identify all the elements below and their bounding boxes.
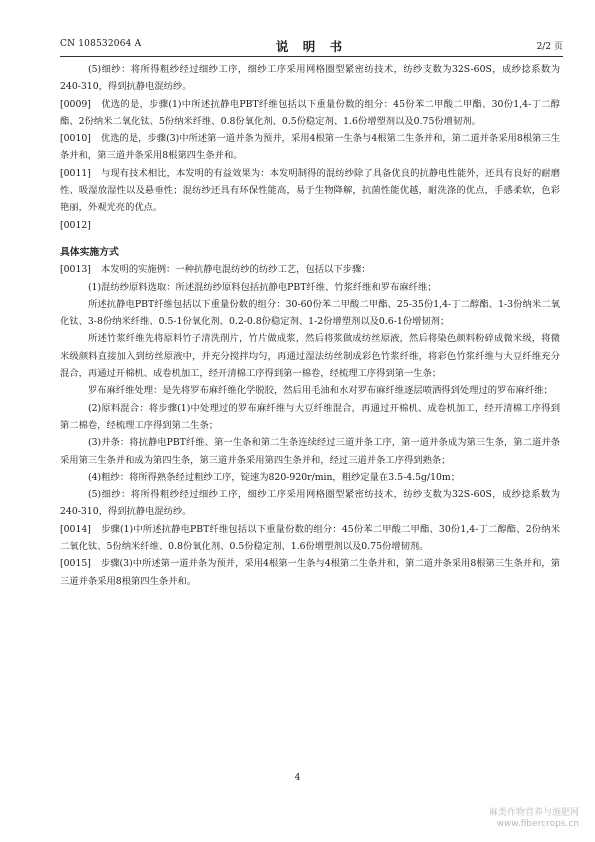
paragraph-text: 所述抗静电PBT纤维包括以下重量份数的组分：30-60份苯二甲酸二甲酯、25-35份1,4-丁二醇酯、1-3份纳米二氧化钛、3-8份纳米纤维、0.5-1份氧化剂、0.2-0.8份稳定剂、1-2份增塑剂以及0.6-1份增韧剂； [60, 298, 560, 328]
paragraph [60, 400, 560, 435]
paragraph-block-1 [60, 61, 560, 234]
paragraph [60, 521, 560, 556]
site-watermark [451, 808, 579, 830]
paragraph [60, 130, 560, 165]
paragraph [60, 486, 560, 521]
paragraph-text: 优选的是，步骤(3)中所述第一道并条为预并，采用4根第一生条与4根第二生条并和，第二道并条采用8根第三生条并和，第三道并条采用8根第四生条并和。 [60, 133, 560, 162]
paragraph-number: [0011] [60, 167, 91, 179]
paragraph [60, 261, 560, 278]
paragraph [60, 469, 560, 486]
watermark-line-1: 麻类作物营养与施肥网 [488, 808, 579, 818]
paragraph-number: [0012] [60, 219, 91, 231]
paragraph-text: (1)混纺纱原料选取：所述混纺纱原料包括抗静电PBT纤维、竹浆纤维和罗布麻纤维； [88, 281, 437, 293]
paragraph-number: [0014] [60, 523, 91, 535]
page-number: 4 [294, 773, 301, 783]
paragraph-text: 罗布麻纤维处理：是先将罗布麻纤维化学脱胶，然后用毛油和水对罗布麻纤维逐层喷洒得到处理过的罗布麻纤维； [88, 385, 553, 397]
paragraph [60, 61, 560, 96]
paragraph-text: 与现有技术相比，本发明的有益效果为：本发明制得的混纺纱除了具备优良的抗静电性能外，还具有良好的耐磨性、吸湿放湿性以及悬垂性；混纺纱还具有环保性能高，易于生物降解，抗菌性能优越，耐洗涤的优点，手感柔软，色彩艳丽，外观光亮的优点。 [60, 167, 560, 214]
paragraph-text: (3)并条：将抗静电PBT纤维、第一生条和第二生条连续经过三道并条工序，第一道并条成为第三生条，第二道并条采用第三生条并和成为第四生条，第三道并条采用第四生条并和，经过三道并条工序得到熟条； [60, 437, 560, 466]
paragraph-block-2 [60, 261, 560, 590]
paragraph [60, 555, 560, 590]
section-title: 具体实施方式 [60, 246, 119, 258]
paragraph-text: (5)细纱：将所得粗纱经过细纱工序，细纱工序采用网格圈型紧密纺技术，纺纱支数为32S-60S，成纱捻系数为240-310，得到抗静电混纺纱。 [60, 64, 560, 93]
paragraph-text: 步骤(1)中所述抗静电PBT纤维包括以下重量份数的组分：45份苯二甲酸二甲酯、30份1,4-丁二醇酯、2份纳米二氧化钛、5份纳米纤维、0.8份氧化剂、0.5份稳定剂、1.6份增塑剂以及0.75份增韧剂。 [60, 523, 560, 553]
paragraph-text: 步骤(3)中所述第一道并条为预并，采用4根第一生条与4根第二生条并和，第二道并条采用8根第三生条并和，第三道并条采用8根第四生条并和。 [60, 558, 560, 587]
paragraph-text: (2)原料混合：将步骤(1)中处理过的罗布麻纤维与大豆纤维混合，再通过开棉机、成卷机加工，经开清棉工序得到第二棉卷，经梳理工序得到第二生条； [60, 402, 560, 431]
paragraph [60, 96, 560, 131]
publication-number: CN 108532064 A [60, 39, 142, 49]
paragraph [60, 165, 560, 217]
paragraph [60, 434, 560, 469]
paragraph [60, 330, 560, 382]
paragraph [60, 382, 560, 399]
paragraph-number: [0009] [60, 98, 91, 110]
paragraph-number: [0010] [60, 133, 91, 145]
paragraph-number: [0015] [60, 558, 91, 570]
paragraph-text: 优选的是，步骤(1)中所述抗静电PBT纤维包括以下重量份数的组分：45份苯二甲酸二甲酯、30份1,4-丁二醇酯、2份纳米二氧化钛、5份纳米纤维、0.8份氧化剂、0.5份稳定剂、1.6份增塑剂以及0.75份增韧剂。 [60, 98, 560, 127]
paragraph-text: (5)细纱：将所得粗纱经过细纱工序，细纱工序采用网格圈型紧密纺技术，纺纱支数为32S-60S，成纱捻系数为240-310，得到抗静电混纺纱。 [60, 489, 560, 518]
paragraph-text: 本发明的实施例：一种抗静电混纺纱的纺纱工艺，包括以下步骤： [100, 264, 371, 276]
page-indicator: 2/2 页 [536, 42, 563, 52]
document-title: 说 明 书 [275, 39, 348, 54]
paragraph [60, 296, 560, 331]
paragraph-number: [0013] [60, 264, 91, 276]
page-header [60, 37, 563, 53]
header-rule [60, 56, 563, 57]
document-body [60, 61, 560, 590]
watermark-line-2: www.fibercrops.cn [496, 819, 579, 829]
paragraph [60, 279, 560, 296]
paragraph-text: 所述竹浆纤维先将原料竹子清洗削片，竹片做成浆，然后将浆做成纺丝原液，然后将染色颜料粉碎成微米级，将微米级颜料直接加入到纺丝原液中，并充分搅拌均匀，再通过湿法纺丝制成彩色竹浆纤维，将彩色竹浆纤维与大豆纤维充分混合，再通过开棉机、成卷机加工，经开清棉工序得到第一棉卷，经梳理工序得到第一生条； [60, 333, 560, 380]
paragraph [60, 217, 560, 234]
paragraph-text: (4)粗纱：将所得熟条经过粗纱工序，锭速为820-920r/min，粗纱定量在3.5-4.5g/10m； [88, 471, 461, 483]
